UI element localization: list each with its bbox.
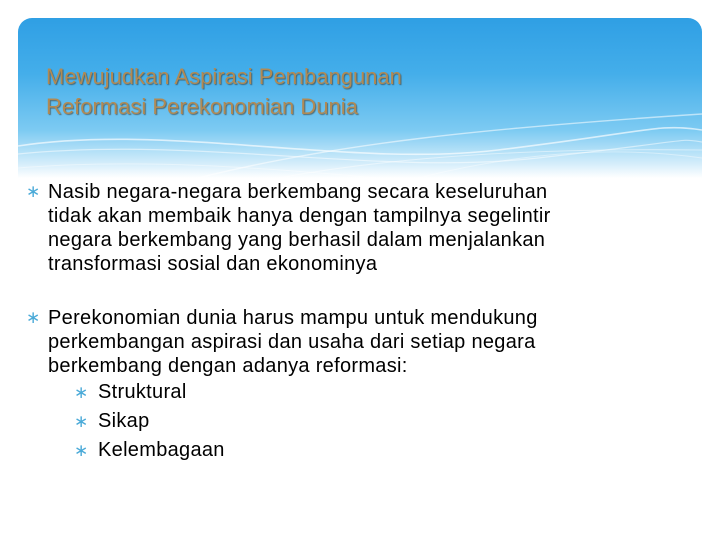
sub-bullet-list — [48, 378, 696, 465]
bullet-text-line: tidak akan membaik hanya dengan tampilnya segelintir — [48, 205, 551, 227]
bullet-item — [26, 306, 696, 465]
slide-title — [46, 62, 666, 122]
bullet-text-line: berkembang dengan adanya reformasi: — [48, 355, 408, 377]
sub-bullet-item — [74, 436, 696, 465]
sub-bullet-item — [74, 407, 696, 436]
bullet-item — [26, 180, 696, 276]
bullet-text-line: Nasib negara-negara berkembang secara keseluruhan — [48, 181, 548, 203]
bullet-text-line: negara berkembang yang berhasil dalam menjalankan — [48, 229, 546, 251]
asterisk-bullet-icon: ∗ — [74, 383, 89, 402]
asterisk-bullet-icon: ∗ — [74, 441, 89, 460]
title-line-2: Reformasi Perekonomian Dunia — [46, 94, 358, 119]
title-line-1: Mewujudkan Aspirasi Pembangunan — [46, 64, 402, 89]
bullet-list — [26, 180, 696, 465]
sub-bullet-text: Struktural — [98, 381, 187, 403]
asterisk-bullet-icon: ∗ — [26, 182, 41, 201]
sub-bullet-text: Kelembagaan — [98, 439, 225, 461]
bullet-text-line: Perekonomian dunia harus mampu untuk mendukung — [48, 307, 538, 329]
asterisk-bullet-icon: ∗ — [74, 412, 89, 431]
sub-bullet-item — [74, 378, 696, 407]
bullet-text-line: transformasi sosial dan ekonominya — [48, 253, 378, 275]
asterisk-bullet-icon: ∗ — [26, 308, 41, 327]
bullet-text-line: perkembangan aspirasi dan usaha dari setiap negara — [48, 331, 536, 353]
sub-bullet-text: Sikap — [98, 410, 150, 432]
